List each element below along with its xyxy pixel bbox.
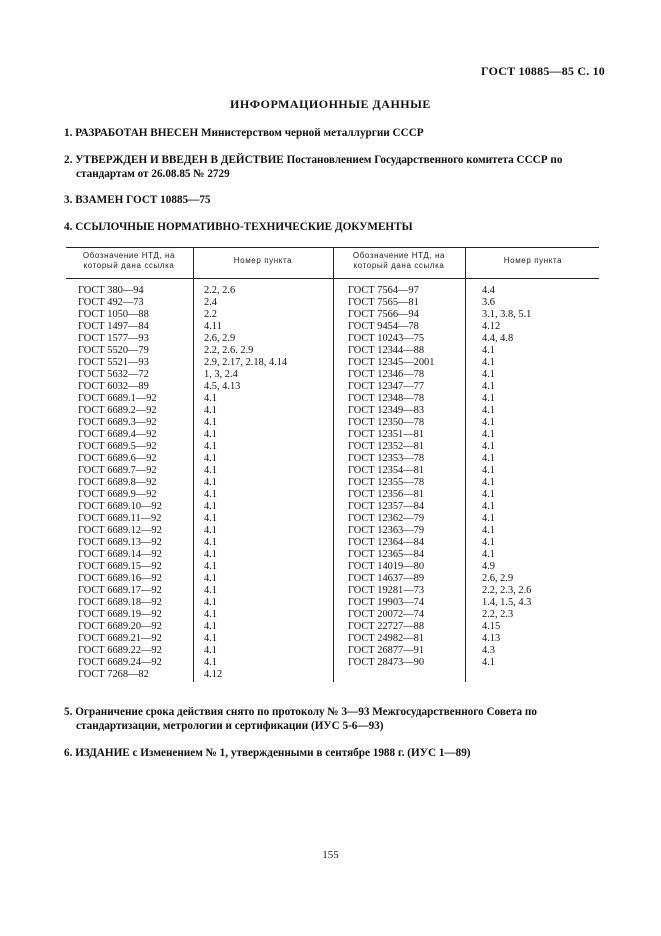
page-number: 155 xyxy=(322,849,339,861)
item-6: 6. ИЗДАНИЕ с Изменением № 1, утвержденными в сентябре 1988 г. (ИУС 1—89) xyxy=(64,747,471,759)
table-cell-designation: ГОСТ 12346—78 xyxy=(348,369,425,380)
table-cell-designation: ГОСТ 14019—80 xyxy=(348,561,425,572)
table-cell-clause: 1.4, 1.5, 4.3 xyxy=(482,597,532,608)
table-cell-designation: ГОСТ 24982—81 xyxy=(348,633,425,644)
table-cell-clause: 4.13 xyxy=(482,633,501,644)
table-cell-designation: ГОСТ 6689.20—92 xyxy=(78,621,162,632)
table-cell-clause: 4.1 xyxy=(204,429,217,440)
table-cell-clause: 4.1 xyxy=(204,513,217,524)
table-cell-clause: 4.1 xyxy=(204,585,217,596)
table-cell-designation: ГОСТ 6689.3—92 xyxy=(78,417,157,428)
table-cell-clause: 4.1 xyxy=(482,405,495,416)
table-cell-designation: ГОСТ 6689.19—92 xyxy=(78,609,162,620)
table-cell-designation: ГОСТ 6689.9—92 xyxy=(78,489,157,500)
table-cell-designation: ГОСТ 6032—89 xyxy=(78,381,149,392)
table-cell-designation: ГОСТ 6689.21—92 xyxy=(78,633,162,644)
table-cell-clause: 4.1 xyxy=(204,477,217,488)
table-cell-clause: 3.1, 3.8, 5.1 xyxy=(482,309,532,320)
header-designation-right: Обозначение НТД, на который дана ссылка xyxy=(352,251,446,270)
table-cell-designation: ГОСТ 28473—90 xyxy=(348,657,425,668)
table-cell-clause: 4.1 xyxy=(204,537,217,548)
table-cell-clause: 2.6, 2.9 xyxy=(204,333,236,344)
table-cell-clause: 4.1 xyxy=(204,633,217,644)
table-cell-designation: ГОСТ 6689.7—92 xyxy=(78,465,157,476)
table-cell-clause: 4.1 xyxy=(482,513,495,524)
table-cell-clause: 2.6, 2.9 xyxy=(482,573,514,584)
table-cell-designation: ГОСТ 20072—74 xyxy=(348,609,425,620)
table-cell-designation: ГОСТ 12355—78 xyxy=(348,477,425,488)
table-cell-clause: 4.1 xyxy=(482,393,495,404)
table-cell-clause: 4.1 xyxy=(204,417,217,428)
header-designation-left: Обозначение НТД, на который дана ссылка xyxy=(82,251,176,270)
table-cell-designation: ГОСТ 7564—97 xyxy=(348,285,419,296)
table-cell-designation: ГОСТ 6689.24—92 xyxy=(78,657,162,668)
table-cell-clause: 4.1 xyxy=(482,537,495,548)
table-cell-designation: ГОСТ 6689.22—92 xyxy=(78,645,162,656)
table-cell-designation: ГОСТ 12364—84 xyxy=(348,537,425,548)
table-cell-designation: ГОСТ 14637—89 xyxy=(348,573,425,584)
table-cell-designation: ГОСТ 12363—79 xyxy=(348,525,425,536)
table-cell-designation: ГОСТ 12362—79 xyxy=(348,513,425,524)
table-cell-clause: 3.6 xyxy=(482,297,495,308)
table-cell-clause: 2.9, 2.17, 2.18, 4.14 xyxy=(204,357,288,368)
table-cell-clause: 4.1 xyxy=(482,369,495,380)
item-3: 3. ВЗАМЕН ГОСТ 10885—75 xyxy=(64,194,211,206)
table-cell-designation: ГОСТ 12349—83 xyxy=(348,405,425,416)
table-cell-designation: ГОСТ 26877—91 xyxy=(348,645,425,656)
table-cell-designation: ГОСТ 12365—84 xyxy=(348,549,425,560)
table-cell-designation: ГОСТ 9454—78 xyxy=(348,321,419,332)
table-cell-designation: ГОСТ 5632—72 xyxy=(78,369,149,380)
table-cell-clause: 4.1 xyxy=(204,441,217,452)
table-cell-designation: ГОСТ 19903—74 xyxy=(348,597,425,608)
table-cell-clause: 2.4 xyxy=(204,297,217,308)
table-cell-clause: 4.4, 4.8 xyxy=(482,333,514,344)
table-cell-designation: ГОСТ 5520—79 xyxy=(78,345,149,356)
table-cell-clause: 4.1 xyxy=(204,597,217,608)
table-cell-clause: 4.1 xyxy=(204,501,217,512)
table-cell-designation: ГОСТ 1497—84 xyxy=(78,321,149,332)
table-cell-designation: ГОСТ 12356—81 xyxy=(348,489,425,500)
table-cell-designation: ГОСТ 12351—81 xyxy=(348,429,425,440)
header-clause-left: Номер пункта xyxy=(233,256,293,265)
table-cell-designation: ГОСТ 12348—78 xyxy=(348,393,425,404)
table-cell-designation: ГОСТ 6689.2—92 xyxy=(78,405,157,416)
table-cell-clause: 4.3 xyxy=(482,645,495,656)
table-cell-clause: 4.1 xyxy=(482,441,495,452)
table-divider xyxy=(193,247,194,682)
table-cell-designation: ГОСТ 6689.1—92 xyxy=(78,393,157,404)
table-cell-designation: ГОСТ 6689.6—92 xyxy=(78,453,157,464)
table-cell-clause: 4.1 xyxy=(204,645,217,656)
table-cell-designation: ГОСТ 6689.12—92 xyxy=(78,525,162,536)
table-cell-clause: 2.2, 2.6 xyxy=(204,285,236,296)
table-cell-designation: ГОСТ 6689.15—92 xyxy=(78,561,162,572)
table-cell-clause: 4.1 xyxy=(204,573,217,584)
table-cell-clause: 4.1 xyxy=(482,657,495,668)
table-cell-designation: ГОСТ 6689.4—92 xyxy=(78,429,157,440)
table-cell-clause: 4.1 xyxy=(204,453,217,464)
table-cell-clause: 4.15 xyxy=(482,621,501,632)
table-cell-designation: ГОСТ 22727—88 xyxy=(348,621,425,632)
table-cell-clause: 4.1 xyxy=(482,345,495,356)
table-cell-clause: 4.1 xyxy=(482,429,495,440)
table-cell-designation: ГОСТ 380—94 xyxy=(78,285,144,296)
table-cell-clause: 4.1 xyxy=(204,393,217,404)
table-cell-clause: 4.1 xyxy=(204,405,217,416)
table-cell-clause: 2.2, 2.3 xyxy=(482,609,514,620)
table-cell-clause: 4.5, 4.13 xyxy=(204,381,241,392)
table-cell-designation: ГОСТ 5521—93 xyxy=(78,357,149,368)
table-cell-clause: 4.1 xyxy=(482,501,495,512)
table-cell-designation: ГОСТ 7566—94 xyxy=(348,309,419,320)
table-cell-designation: ГОСТ 12350—78 xyxy=(348,417,425,428)
left-designation-column xyxy=(78,285,162,681)
table-cell-clause: 4.4 xyxy=(482,285,495,296)
right-designation-column xyxy=(348,285,434,669)
table-cell-clause: 4.1 xyxy=(482,525,495,536)
table-cell-clause: 4.1 xyxy=(204,621,217,632)
table-cell-designation: ГОСТ 1050—88 xyxy=(78,309,149,320)
table-divider xyxy=(465,247,466,682)
table-cell-clause: 4.1 xyxy=(482,465,495,476)
item-2: 2. УТВЕРЖДЕН И ВВЕДЕН В ДЕЙСТВИЕ Постановлением Государственного комитета СССР по стандартам от 26.08.85 № 2729 xyxy=(64,154,563,180)
section-title: ИНФОРМАЦИОННЫЕ ДАННЫЕ xyxy=(230,97,431,111)
table-cell-designation: ГОСТ 1577—93 xyxy=(78,333,149,344)
table-cell-clause: 4.1 xyxy=(204,609,217,620)
table-cell-designation: ГОСТ 7268—82 xyxy=(78,669,149,680)
table-cell-designation: ГОСТ 12354—81 xyxy=(348,465,425,476)
item-1: 1. РАЗРАБОТАН ВНЕСЕН Министерством черной металлургии СССР xyxy=(64,127,424,139)
table-cell-designation: ГОСТ 6689.18—92 xyxy=(78,597,162,608)
table-cell-designation: ГОСТ 6689.8—92 xyxy=(78,477,157,488)
table-cell-clause: 4.1 xyxy=(204,549,217,560)
table-cell-clause: 4.1 xyxy=(204,657,217,668)
table-cell-designation: ГОСТ 12345—2001 xyxy=(348,357,435,368)
table-cell-clause: 4.1 xyxy=(482,489,495,500)
table-cell-designation: ГОСТ 6689.10—92 xyxy=(78,501,162,512)
table-cell-designation: ГОСТ 12344—88 xyxy=(348,345,425,356)
table-cell-clause: 2.2, 2.3, 2.6 xyxy=(482,585,532,596)
table-cell-designation: ГОСТ 12353—78 xyxy=(348,453,425,464)
table-cell-designation: ГОСТ 12357—84 xyxy=(348,501,425,512)
table-cell-clause: 4.1 xyxy=(204,561,217,572)
table-cell-clause: 4.1 xyxy=(482,453,495,464)
table-cell-designation: ГОСТ 6689.5—92 xyxy=(78,441,157,452)
item-5: 5. Ограничение срока действия снято по протоколу № 3—93 Межгосударственного Совета по стандартизации, метрологии и сертификации (ИУС 5-6—93) xyxy=(64,706,537,732)
table-cell-clause: 4.1 xyxy=(482,417,495,428)
table-cell-clause: 4.1 xyxy=(482,381,495,392)
table-cell-clause: 2.2, 2.6. 2.9 xyxy=(204,345,254,356)
left-clause-column xyxy=(204,285,287,681)
item-4: 4. ССЫЛОЧНЫЕ НОРМАТИВНО-ТЕХНИЧЕСКИЕ ДОКУМЕНТЫ xyxy=(64,221,413,233)
table-divider xyxy=(333,247,334,682)
table-cell-designation: ГОСТ 12347—77 xyxy=(348,381,425,392)
table-cell-clause: 1, 3, 2.4 xyxy=(204,369,238,380)
table-cell-clause: 4.1 xyxy=(204,465,217,476)
table-cell-designation: ГОСТ 6689.16—92 xyxy=(78,573,162,584)
table-cell-designation: ГОСТ 6689.11—92 xyxy=(78,513,162,524)
table-cell-clause: 4.1 xyxy=(482,357,495,368)
table-cell-designation: ГОСТ 6689.13—92 xyxy=(78,537,162,548)
table-cell-designation: ГОСТ 6689.17—92 xyxy=(78,585,162,596)
table-cell-clause: 4.9 xyxy=(482,561,495,572)
table-cell-clause: 4.12 xyxy=(482,321,501,332)
table-cell-clause: 4.1 xyxy=(482,477,495,488)
table-cell-clause: 2.2 xyxy=(204,309,217,320)
table-cell-designation: ГОСТ 10243—75 xyxy=(348,333,425,344)
table-cell-clause: 4.11 xyxy=(204,321,222,332)
header-clause-right: Номер пункта xyxy=(503,256,563,265)
table-cell-designation: ГОСТ 492—73 xyxy=(78,297,144,308)
table-cell-designation: ГОСТ 12352—81 xyxy=(348,441,425,452)
table-cell-designation: ГОСТ 7565—81 xyxy=(348,297,419,308)
table-cell-clause: 4.1 xyxy=(482,549,495,560)
references-table xyxy=(66,247,599,682)
table-cell-designation: ГОСТ 6689.14—92 xyxy=(78,549,162,560)
table-cell-clause: 4.1 xyxy=(204,525,217,536)
table-cell-clause: 4.12 xyxy=(204,669,223,680)
document-code: ГОСТ 10885—85 С. 10 xyxy=(481,64,605,78)
right-clause-column xyxy=(482,285,531,669)
table-cell-designation: ГОСТ 19281—73 xyxy=(348,585,425,596)
table-cell-clause: 4.1 xyxy=(204,489,217,500)
